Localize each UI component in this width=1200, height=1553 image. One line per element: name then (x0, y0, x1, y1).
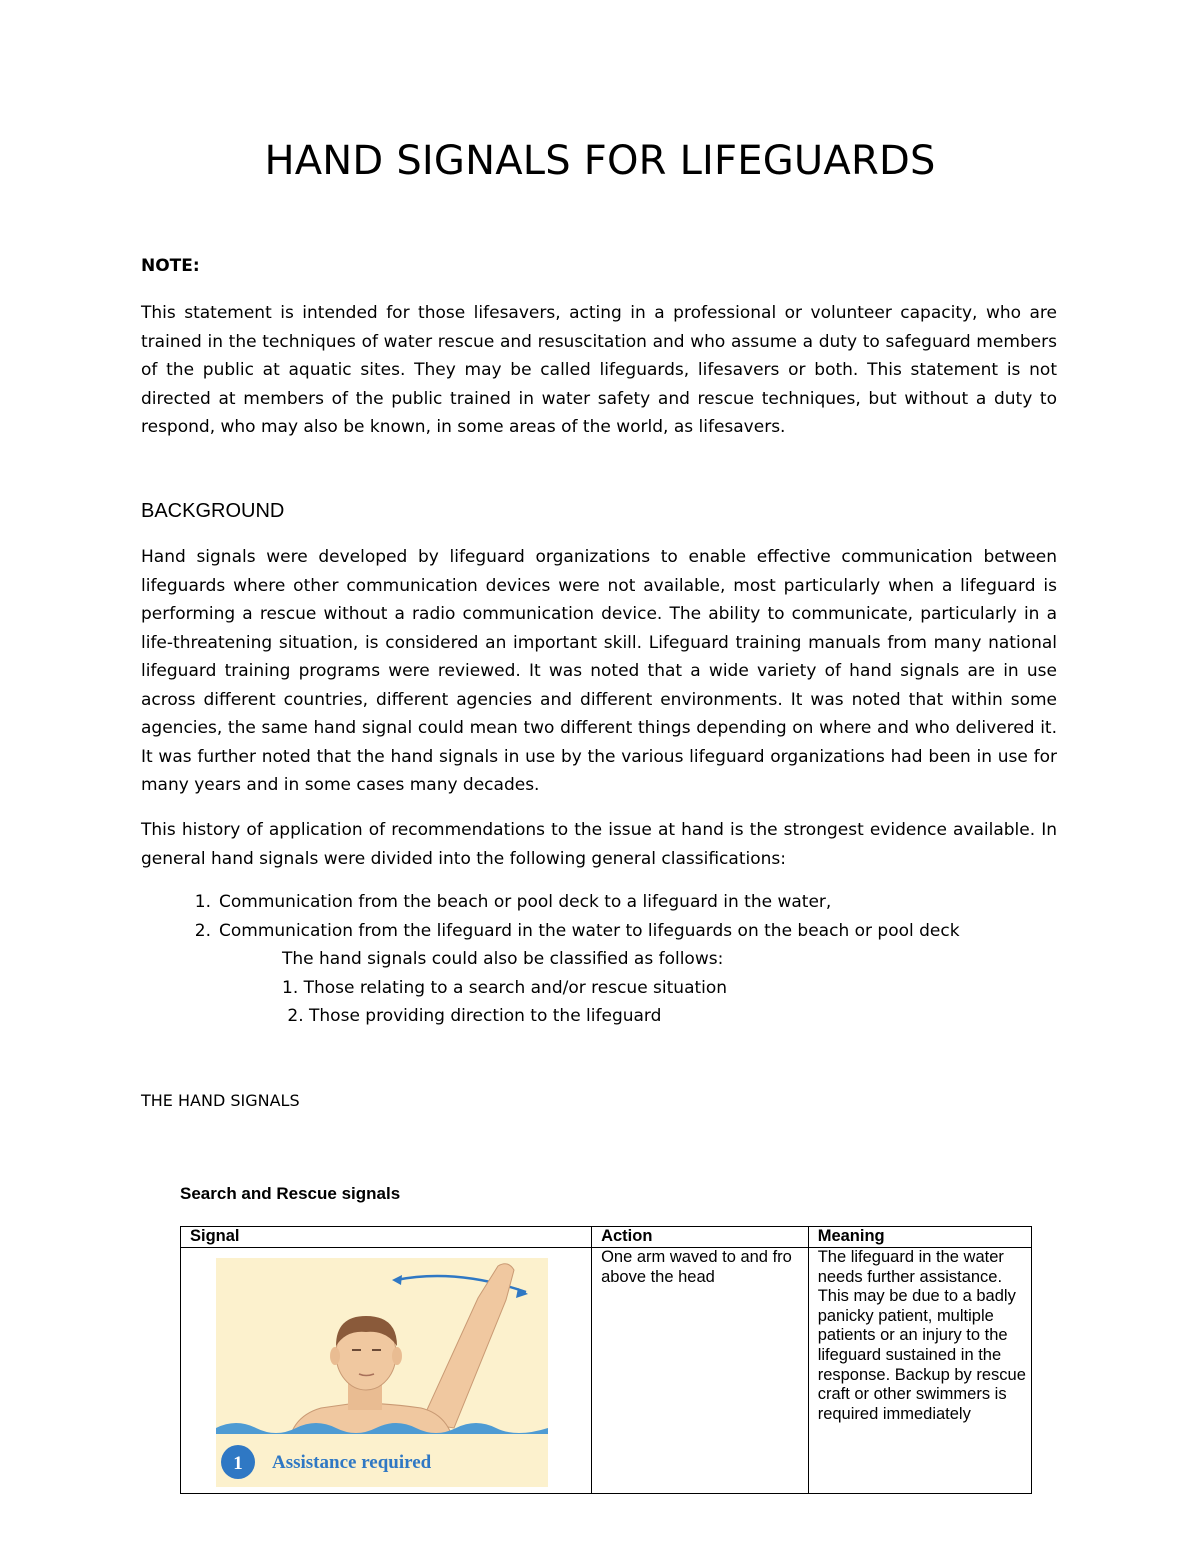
signal-number: 1 (233, 1453, 243, 1474)
assistance-required-illustration (216, 1258, 548, 1487)
table-row (181, 1248, 1032, 1494)
signals-table (180, 1226, 1032, 1494)
header-signal: Signal (181, 1227, 592, 1248)
background-heading: BACKGROUND (141, 500, 285, 522)
list-text: Communication from the lifeguard in the water to lifeguards on the beach or pool deck (219, 920, 960, 941)
signal-cell (181, 1248, 592, 1494)
list-item (141, 917, 1057, 946)
sub-item: 2. Those providing direction to the lifeguard (282, 1006, 662, 1026)
list-text: Communication from the beach or pool deck to a lifeguard in the water, (219, 892, 832, 912)
note-label: NOTE: (141, 256, 200, 276)
action-cell: One arm waved to and fro above the head (592, 1248, 809, 1494)
header-action: Action (592, 1227, 809, 1248)
background-paragraph-1: Hand signals were developed by lifeguard organizations to enable effective communication between lifeguards where other communication devices were not available, most particularly when a lifeguard is performing a rescue without a radio communication device. The ability to communicate, particularly in a life-threatening situation, is considered an important skill. Lifeguard training manuals from many national lifeguard training programs were reviewed. It was noted that a wide variety of hand signals are in use across different countries, different agencies and different environments. It was noted that within some agencies, the same hand signal could mean two different things depending on where and who delivered it. It was further noted that the hand signals in use by the various lifeguard organizations had been in use for many years and in some cases many decades. (141, 547, 1057, 795)
ear-left (330, 1347, 340, 1365)
background-paragraph-2: This history of application of recommendations to the issue at hand is the strongest evidence available. In general hand signals were divided into the following general classifications: (141, 820, 1057, 869)
ear-right (392, 1347, 402, 1365)
signal-label: Assistance required (272, 1452, 432, 1473)
list-item (141, 888, 1057, 917)
header-meaning: Meaning (808, 1227, 1031, 1248)
table-caption: Search and Rescue signals (180, 1184, 401, 1203)
note-paragraph: This statement is intended for those lifesavers, acting in a professional or volunteer capacity, who are trained in the techniques of water rescue and resuscitation and who assume a duty to safeguard members of the public at aquatic sites. They may be called lifeguards, lifesavers or both. This statement is not directed at members of the public trained in water safety and rescue techniques, but without a duty to respond, who may also be known, in some areas of the world, as lifesavers. (141, 303, 1057, 437)
hand-signals-heading: THE HAND SIGNALS (141, 1091, 300, 1110)
list-number: 2. (194, 920, 211, 941)
sub-classification-list (282, 945, 727, 1031)
classification-list (141, 888, 1057, 945)
sub-item: 1. Those relating to a search and/or rescue situation (282, 977, 728, 998)
meaning-cell: The lifeguard in the water needs further assistance. This may be due to a badly panicky patient, multiple patients or an injury to the lifeguard sustained in the response. Backup by rescue craft or other swimmers is required immediately (808, 1248, 1031, 1494)
document-title: HAND SIGNALS FOR LIFEGUARDS (264, 138, 936, 184)
list-number: 1. (194, 892, 211, 912)
table-header-row (181, 1227, 1032, 1248)
sub-intro: The hand signals could also be classified as follows: (282, 949, 724, 969)
